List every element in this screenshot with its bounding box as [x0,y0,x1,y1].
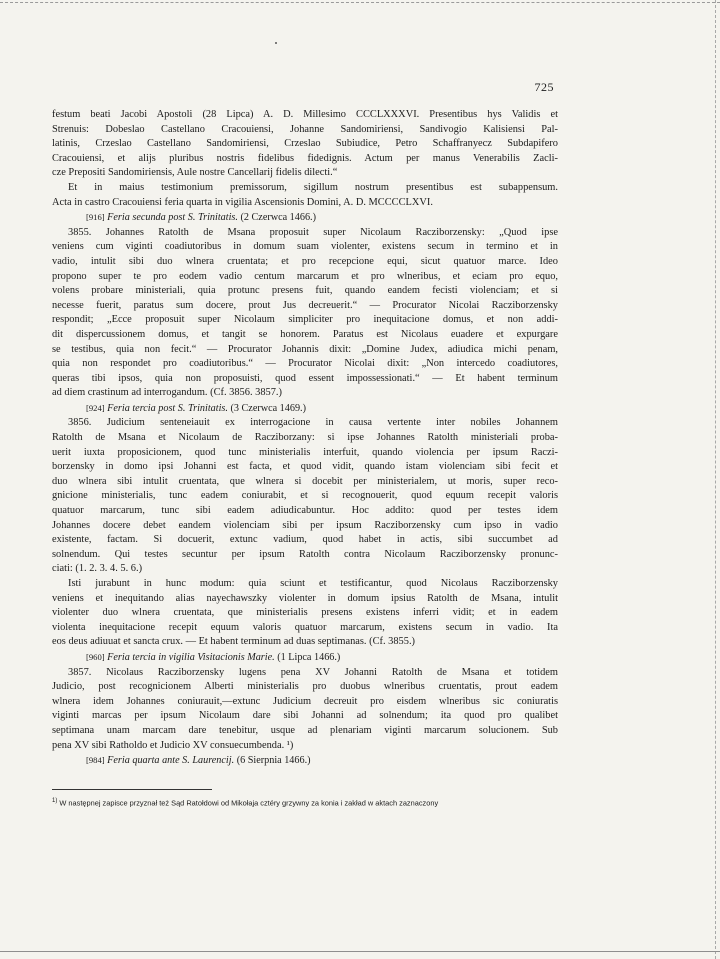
footnote-text: W następnej zapisce przyznał też Sąd Ratołdowi od Mikołaja cztéry grzywny za konia i zakład w aktach zaznaczony [59,798,439,808]
feast-day: Feria tercia post S. Trinitatis. [107,402,228,414]
folio-reference: [924] [86,402,105,413]
text-line: dit dispercussionem domus, et tangit se honorem. Paratus est Nicolaus euadere et expurgare [52,328,558,340]
calendar-date: (3 Czerwca 1469.) [230,402,306,414]
text-line: 3857. Nicolaus Racziborzensky lugens pena XV Johanni Ratolth de Msana et totidem [68,666,558,678]
text-line: quatuor marcarum, tunc sibi eadem adiudicabuntur. Hoc addito: quod per testes idem [52,505,558,517]
entry-date-heading [52,210,558,226]
text-line: cze Prepositi Sandomiriensis, Aule nostre Cancellarij fidelis dilecti.“ [52,167,338,179]
text-line: Isti jurabunt in hunc modum: quia sciunt et testificantur, quod Nicolaus Racziborzensky [68,578,558,589]
page-right-edge [715,0,716,959]
calendar-date: (1 Lipca 1466.) [277,651,341,663]
folio-reference: [984] [86,755,105,766]
text-line: festum beati Jacobi Apostoli (28 Lipca) A. D. Millesimo CCCLXXXVI. Presentibus hys Validis et [52,109,558,120]
text-line: Strenuis: Dobeslao Castellano Cracouiensi, Johanne Sandomiriensi, Sandivogio Kalisiensi Pal- [52,123,558,135]
text-line: respondit; „Ecce proposuit super Nicolaum simpliciter pro inequitacione domus, et non addi- [52,314,558,326]
text-line: Judicio, post recognicionem Alberti ministerialis pro duobus wlneribus cruentatis, prout eadem [52,681,558,693]
text-line: borzensky in domo ipsi Johanni est facta, et quod vidit, quando istam violenciam sibi fecit et [52,461,558,473]
feast-day: Feria tercia in vigilia Visitacionis Marie. [107,651,275,663]
page-number: 725 [534,80,554,94]
text-line: Et in maius testimonium premissorum, sigillum nostrum presentibus est subappensum. [68,181,558,193]
text-line: volens probare ministeriali, quia protunc presens fuit, quando eandem fecisti violenciam; et si [52,285,558,297]
text-line: queras tibi ipsos, quia non proposuisti, quod essent impossessionati.“ — Et habent terminum [52,372,558,384]
text-line: gnicione ministerialis, tunc eadem coniurabit, et si recognouerit, quod equum recepit valoris [52,490,558,502]
text-line: necesse fuerit, paratus sum docere, prout Jus decreuerit.“ — Procurator Nicolai Racziborzensky [52,299,558,311]
calendar-date: (6 Sierpnia 1466.) [236,755,311,767]
text-line: existente, factam. Si docuerit, extunc vadium, quod habet in actis, sibi succumbet ad [52,534,558,546]
text-line: ciati: (1. 2. 3. 4. 5. 6.) [52,563,143,575]
folio-reference: [916] [86,212,105,223]
text-line: Cracouiensi, et alijs pluribus nostris fidelibus fidedignis. Actum per manus Venerabilis Zacli- [52,152,558,164]
text-line: wlnera idem Johannes coniurauit,—extunc Judicium decreuit pro eisdem wlneribus sic coniuratis [52,695,558,707]
entry-date-heading [52,401,558,417]
text-line: Ratolth de Msana et Nicolaum de Racziborzany: si ipse Johannes Ratolth ministeriali proba- [52,432,558,444]
page-bottom-edge [0,951,720,952]
ink-speck [275,42,277,44]
page-top-edge [0,2,720,3]
feast-day: Feria quarta ante S. Laurencij. [107,755,235,767]
text-line: veniens et inequitando alias nayechawszky violenter in domum ipsius Ratolth de Msana, intulit [52,592,558,604]
text-line: propono super te pro eodem vadio centum marcarum et pro wlneribus, et eciam pro equo, [52,270,558,282]
text-line: solnendum. Qui testes secuntur per ipsum Ratolth contra Nicolaum Racziborzensky pronunc- [52,548,558,560]
text-line: viginti marcas per ipsum Nicolaum dare sibi Johanni ad solnendum; ita quod pro qualibet [52,710,558,722]
text-line: eos deus adiuuat et sancta crux. — Et habent terminum ad duas septimanas. (Cf. 3855.) [52,636,415,648]
feast-day: Feria secunda post S. Trinitatis. [107,212,238,224]
text-line: ad diem crastinum ad interrogandum. (Cf. 3856. 3857.) [52,387,282,399]
folio-reference: [960] [86,651,105,662]
text-line: Johannes docere debet eandem violenciam sibi per ipsum Racziborzensky cum ipso in vadio [52,519,558,531]
text-line: 3855. Johannes Ratolth de Msana proposuit super Nicolaum Racziborzensky: „Quod ipse [68,226,558,238]
entry-date-heading [52,753,558,769]
text-line: vadio, intulit sibi duo wlnera cruentata; et pro recepcione equi, sicut quatuor marce. Ideo [52,255,558,267]
text-line: latinis, Crzeslao Castellano Sandomiriensi, Crzeslao Subiudice, Petro Schaffranyecz Subdapifero [52,138,558,150]
text-line: quia non respondet pro coadiutoribus.“ — Procurator Nicolai dixit: „Non intercedo coadiutores, [52,358,558,370]
document-body [52,108,558,769]
footnote-divider [52,789,212,790]
text-line: Acta in castro Cracouiensi feria quarta in vigilia Ascensionis Domini, A. D. MCCCCLXVI. [52,196,433,208]
text-line: veniens cum viginti coadiutoribus in domum suam violenter, existens secum in termino et in [52,241,558,253]
entry-date-heading [52,650,558,666]
text-line: duo wlnera sibi intulit cruentata, que wlnera si docebit per ministerialem, ut moris, super reco- [52,475,558,487]
calendar-date: (2 Czerwca 1466.) [240,212,316,224]
text-line: uerit iuxta proposicionem, quod tunc ministerialis interfuit, quando violencia per ipsum Raczi- [52,446,558,458]
footnote-marker: 1) [52,798,58,804]
footnote [52,796,558,808]
text-line: se testibus, quia non fecit.“ — Procurator Johannis dixit: „Domine Judex, adiudica michi penam, [52,343,558,355]
text-line: septimana unam marcam dare tenebitur, usque ad plenariam viginti marcarum solucionem. Sub [52,724,558,736]
text-line: violenter duo wlnera cruentata, que ministerialis presens existens inferri vidit; et in eadem [52,607,558,619]
text-line: 3856. Judicium senteneiauit ex interrogacione in causa vertente inter nobiles Johannem [68,417,558,429]
text-line: pena XV sibi Ratholdo et Judicio XV consuecumbenda. ¹) [52,739,294,751]
text-line: violenta inequitacione recepit equum valoris quatuor marcarum, existens secum in vadio. Ita [52,621,558,633]
